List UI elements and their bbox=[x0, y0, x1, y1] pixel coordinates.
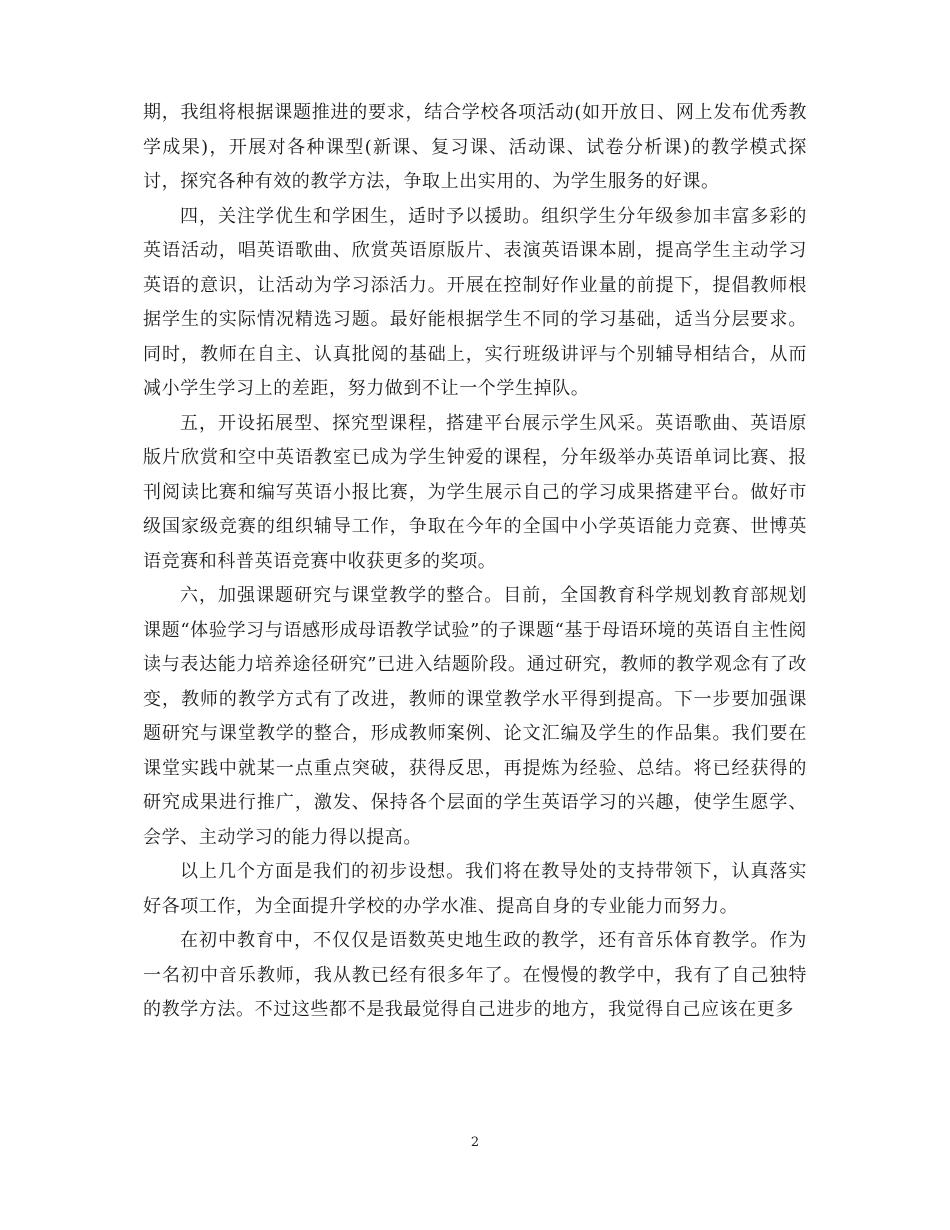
document-body bbox=[143, 96, 807, 1028]
page-number: 2 bbox=[470, 1135, 480, 1150]
paragraph-section-five: 五，开设拓展型、探究型课程，搭建平台展示学生风采。英语歌曲、英语原版片欣赏和空中英语教室已成为学生钟爱的课程，分年级举办英语单词比赛、报刊阅读比赛和编写英语小报比赛，为学生展示自己的学习成果搭建平台。做好市级国家级竞赛的组织辅导工作，争取在今年的全国中小学英语能力竞赛、世博英语竞赛和科普英语竞赛中收获更多的奖项。 bbox=[143, 412, 807, 572]
paragraph-section-six: 六，加强课题研究与课堂教学的整合。目前，全国教育科学规划教育部规划课题“体验学习与语感形成母语教学试验”的子课题“基于母语环境的英语自主性阅读与表达能力培养途径研究”已进入结题阶段。通过研究，教师的教学观念有了改变，教师的教学方式有了改进，教师的课堂教学水平得到提高。下一步要加强课题研究与课堂教学的整合，形成教师案例、论文汇编及学生的作品集。我们要在课堂实践中就某一点重点突破，获得反思，再提炼为经验、总结。将已经获得的研究成果进行推广，激发、保持各个层面的学生英语学习的兴趣，使学生愿学、会学、主动学习的能力得以提高。 bbox=[143, 585, 807, 848]
paragraph-section-four: 四，关注学优生和学困生，适时予以援助。组织学生分年级参加丰富多彩的英语活动，唱英语歌曲、欣赏英语原版片、表演英语课本剧，提高学生主动学习英语的意识，让活动为学习添活力。开展在控制好作业量的前提下，提倡教师根据学生的实际情况精选习题。最好能根据学生不同的学习基础，适当分层要求。同时，教师在自主、认真批阅的基础上，实行班级讲评与个别辅导相结合，从而减小学生学习上的差距，努力做到不让一个学生掉队。 bbox=[143, 205, 807, 399]
paragraph-continuation: 期，我组将根据课题推进的要求，结合学校各项活动(如开放日、网上发布优秀教学成果)，开展对各种课型(新课、复习课、活动课、试卷分析课)的教学模式探讨，探究各种有效的教学方法，争取上出实用的、为学生服务的好课。 bbox=[143, 102, 807, 192]
paragraph-summary: 以上几个方面是我们的初步设想。我们将在教导处的支持带领下，认真落实好各项工作，为全面提升学校的办学水准、提高自身的专业能力而努力。 bbox=[143, 861, 807, 917]
paragraph-music-teacher: 在初中教育中，不仅仅是语数英史地生政的教学，还有音乐体育教学。作为一名初中音乐教师，我从教已经有很多年了。在慢慢的教学中，我有了自己独特的教学方法。不过这些都不是我最觉得自己进步的地方，我觉得自己应该在更多 bbox=[143, 930, 807, 1020]
